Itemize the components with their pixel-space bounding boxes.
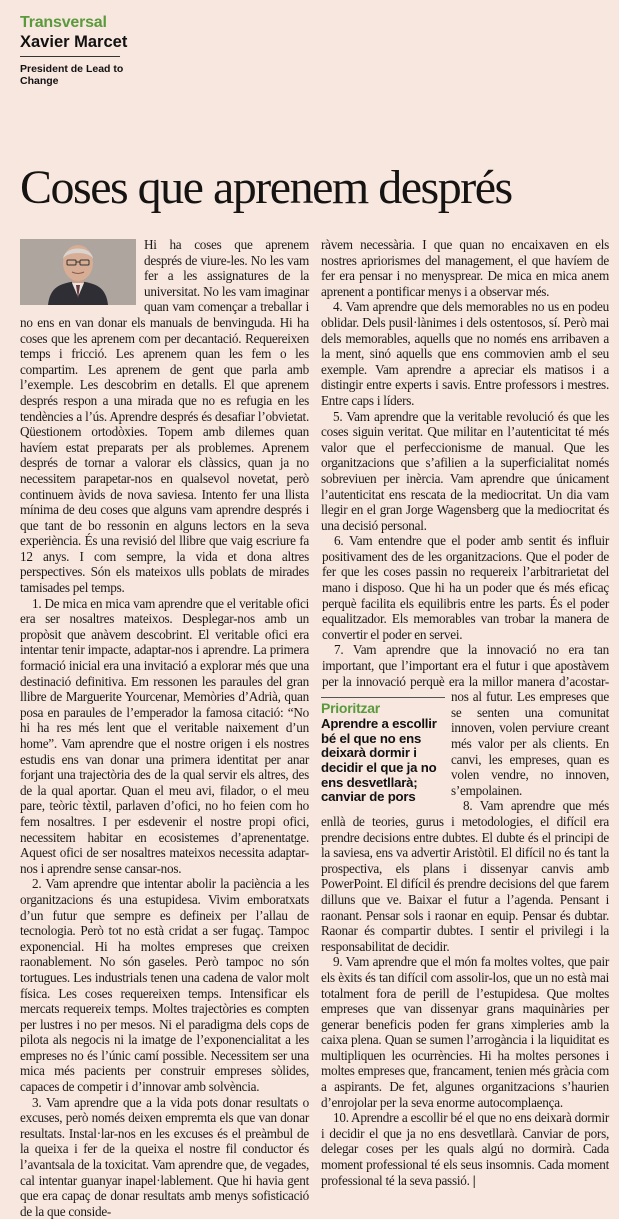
pull-quote-label: Prioritzar	[321, 697, 445, 717]
section-label: Transversal	[20, 14, 107, 31]
pull-quote	[321, 697, 445, 805]
author-name: Xavier Marcet	[20, 33, 128, 51]
article-title: Coses que aprenem després	[20, 161, 512, 214]
author-photo	[20, 239, 136, 305]
paragraph: 6. Vam entendre que el poder amb sentit és influir positivament des de les organitzacions. Que el poder de fer que les coses passin no requereix l’arbitrarietat del mano i disposo. Que hi ha un poder que és més eficaç perquè facilita els equilibris entre les parts. És el poder equalitzador. Els memorables van trobar la manera de convertir el poder en servei.	[322, 533, 609, 642]
paragraph: 7. Vam aprendre que la innovació no era tan important, que l’important era el futur i que apostàvem per la innovació perquè era la millor manera d’acostar-nos al futur. Les empreses que se senten una comunitat innoven, volen perviure creant més valor per als clients. En canvi, les empreses, quan es volen vendre, no innoven, s’empolainen.	[322, 642, 609, 798]
paragraph	[321, 1110, 609, 1188]
paragraph: 2. Vam aprendre que intentar abolir la paciència a les organitzacions és una estupidesa. Vivim emboratxats d’un futur que sempre es defineix per l’allau de tecnologia. Però tot no està cridat a ser fugaç. Tampoc exponencial. Hi ha moltes empreses que creixen raonablement. No són gaseles. Però tampoc no són tortugues. Les industrials tenen una cadena de valor molt física. Les coses requereixen temps. Intensificar els mercats requereix temps. Moltes trajectòries es compten per lustres i no per mesos. Ni el paradigma dels cops de pilota als negocis ni la imatge de l’exponencialitat a les empreses no és l’únic camí possible. Necessitem ser una mica més pacients per construir empreses sòlides, capaces de competir i d’innovar amb solvència.	[20, 876, 309, 1095]
paragraph: 4. Vam aprendre que dels memorables no us en podeu oblidar. Dels pusil·lànimes i dels ostentosos, sí. Però mai dels memorables, aquells que no només ens arribaven a la ment, sinó aquells que ens commovien amb el seu exemple. Vam aprendre a apreciar els matisos i a distingir entre experts i savis. Entre professors i mestres. Entre caps i líders.	[321, 299, 609, 408]
end-mark: |	[472, 1172, 476, 1188]
paragraph: ràvem necessària. I que quan no encaixaven en els nostres apriorismes del management, el que havíem de fer era pensar i no menysprear. De mica en mica anem aprenent a pontificar menys i a observar més.	[321, 237, 609, 299]
paragraph: 5. Vam aprendre que la veritable revolució és que les coses siguin veritat. Que militar en l’autenticitat té més valor que el perfeccionisme de manual. Que les organitzacions que s’afilien a la superficialitat només sobreviuen per inèrcia. Vam aprendre que únicament l’autenticitat ens rescata de la mediocritat. Un dia vam llegir en el gran Jorge Wagensberg que la mediocritat és una decisió personal.	[321, 408, 609, 533]
paragraph: 1. De mica en mica vam aprendre que el veritable ofici era ser nosaltres mateixos. Desplegar-nos amb un propòsit que anàvem descobrint. El veritable ofici era intentar tenir impacte, adaptar-nos i aprendre. La primera formació inicial era una invitació a explorar més que una destinació definitiva. Em ressonen les paraules del gran llibre de Marguerite Yourcenar, Memòries d’Adrià, quan posa en paraules de l’emperador la famosa citació: “No hi ha res més lent que el veritable naixement d’un home”. Vam aprendre que el nostre origen i els nostres estudis ens van donar una primera identitat per anar forjant una trajectòria des de la qual servir els altres, des de la qual aportar. Quan el meu avi, filador, o el meu pare, teòric tèxtil, parlaven d’ofici, no ho feien com ho fem nosaltres. I per esdevenir el nostre propi ofici, necessitem habitar en ecosistemes d’aprenentatge. Aquest ofici de ser nosaltres mateixos necessita adaptar-nos i aprendre sense cansar-nos.	[20, 595, 309, 876]
author-portrait-image	[20, 239, 136, 305]
pull-quote-text: Aprendre a escollir bé el que no ens deixarà dormir i decidir el que ja no ens desvetllarà; canviar de pors	[321, 716, 437, 805]
paragraph: 8. Vam aprendre que més enllà de teories, gurus i metodologies, el difícil era prendre decisions entre dubtes. El dubte és el principi de la saviesa, ens va advertir Aristòtil. El difícil no és tant la prospectiva, els plans i dissenyar canvis amb PowerPoint. El difícil és prendre decisions del que farem dilluns que ve. Baixar el futur a l’agenda. Pensant i raonant. Pensar sols i raonar en equip. Pensar és dubtar. Raonar és compartir dubtes. I sentir el privilegi i la responsabilitat de decidir.	[321, 798, 609, 954]
paragraph-text: 10. Aprendre a escollir bé el que no ens deixarà dormir i decidir el que ja no ens desvetllarà. Canviar de pors, delegar coses per les quals algú no dormirà. Cada moment professional té els seus insomnis. Cada moment professional té la seva passió.	[321, 1110, 609, 1188]
author-role: President de Lead to Change	[20, 63, 124, 87]
article-column-1	[20, 237, 309, 1219]
paragraph: 9. Vam aprendre que el món fa moltes voltes, que pair els èxits és tan difícil com assolir-los, que un no està mai totalment fora de perill de l’estupidesa. Que moltes empreses que van dissenyar grans maquinàries per generar beneficis poden fer grans ximpleries amb la caixa plena. Quan se sumen l’arrogància i la liquiditat es multipliquen les ocurrències. Hi ha moltes persones i moltes empreses que, francament, tenien més gràcia com a aspirants. De fet, algunes organitzacions s’haurien d’enrojolar per la seva enorme autocomplaença.	[321, 954, 609, 1110]
header-divider	[20, 56, 120, 57]
paragraph: 3. Vam aprendre que a la vida pots donar resultats o excuses, però només deixen empremta els que van donar resultats. Instal·lar-nos en les excuses és el preàmbul de la queixa i fer de la queixa el nostre fil conductor és l’avantsala de la toxicitat. Vam aprendre que, de vegades, cal intentar guanyar inapel·lablement. Que hi havia gent que era capaç de donar resultats amb menys sofisticació de la que conside-	[20, 1094, 309, 1219]
article-column-2	[321, 237, 609, 1187]
paragraph: Hi ha coses que aprenem després de viure-les. No les vam fer a les assignatures de la universitat. No les vam imaginar quan vam començar a treballar i no ens en van donar els manuals de benvinguda. Hi ha coses que les aprenem com per decantació. Requereixen temps i fricció. Les aprenem quan les fem o les compartim. Les aprenem de gent que parla amb l’exemple. Les descobrim en detalls. El que aprenem després respon a una mirada que no es refugia en les tendències a l’ús. Aprendre després és desafiar l’obvietat. Qüestionem ortodòxies. Topem amb dilemes quan havíem estat preparats per als problemes. Aprenem després de tornar a valorar els clàssics, quan ja no necessitem parapetar-nos en qualsevol novetat, però continuem àvids de nova saviesa. Intento fer una llista mínima de deu coses que alguns vam aprendre després i que tant de bo ressonin en alguns lectors en la seva experiència. És una revisió del llibre que vaig escriure fa 12 anys. I com sempre, la vida et dona altres perspectives. Són els mateixos ulls poblats de mirades tamisades pel temps.	[20, 237, 309, 596]
